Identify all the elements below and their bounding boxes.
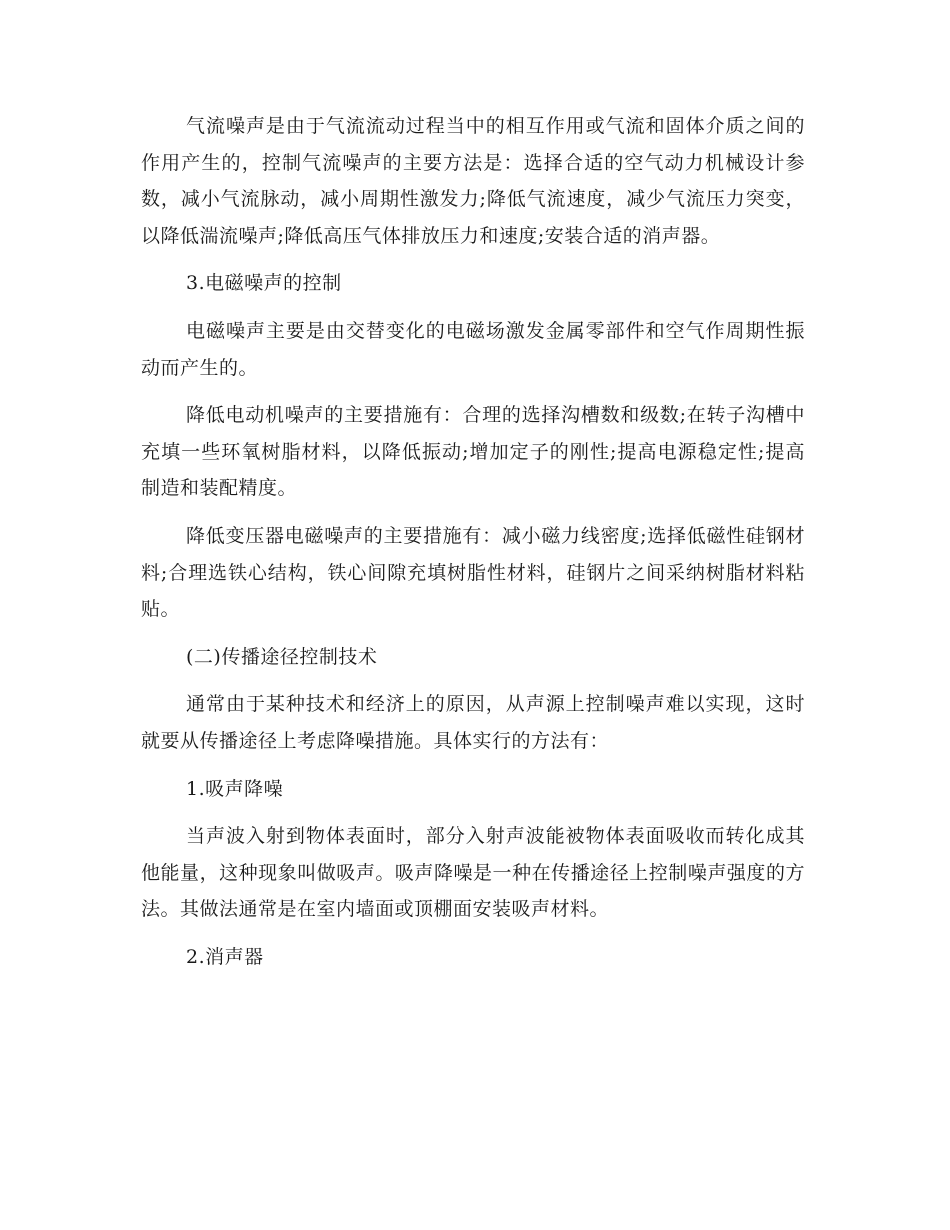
document-body — [141, 108, 805, 986]
heading-electromagnetic-noise-control: 3.电磁噪声的控制 — [186, 272, 342, 295]
heading-propagation-path-control: (二)传播途径控制技术 — [186, 645, 378, 668]
paragraph-sound-absorption: 当声波入射到物体表面时，部分入射声波能被物体表面吸收而转化成其他能量，这种现象叫做吸声。吸声降噪是一种在传播途径上控制噪声强度的方法。其做法通常是在室内墙面或顶棚面安装吸声材料。 — [141, 825, 805, 921]
paragraph-propagation-intro: 通常由于某种技术和经济上的原因，从声源上控制噪声难以实现，这时就要从传播途径上考虑降噪措施。具体实行的方法有： — [141, 693, 805, 752]
paragraph-transformer-noise-measures: 降低变压器电磁噪声的主要措施有：减小磁力线密度;选择低磁性硅钢材料;合理选铁心结构，铁心间隙充填树脂性材料，硅钢片之间采纳树脂材料粘贴。 — [141, 524, 805, 621]
heading-sound-absorption: 1.吸声降噪 — [186, 777, 284, 800]
paragraph-electromagnetic-noise-cause: 电磁噪声主要是由交替变化的电磁场激发金属零部件和空气作周期性振动而产生的。 — [141, 319, 805, 379]
paragraph-airflow-noise: 气流噪声是由于气流流动过程当中的相互作用或气流和固体介质之间的作用产生的，控制气流噪声的主要方法是：选择合适的空气动力机械设计参数，减小气流脉动，减小周期性激发力;降低气流速度，减少气流压力突变，以降低湍流噪声;降低高压气体排放压力和速度;安装合适的消声器。 — [141, 115, 805, 247]
heading-muffler: 2.消声器 — [186, 945, 264, 968]
paragraph-motor-noise-measures: 降低电动机噪声的主要措施有：合理的选择沟槽数和级数;在转子沟槽中充填一些环氧树脂材料，以降低振动;增加定子的刚性;提高电源稳定性;提高制造和装配精度。 — [141, 404, 805, 500]
